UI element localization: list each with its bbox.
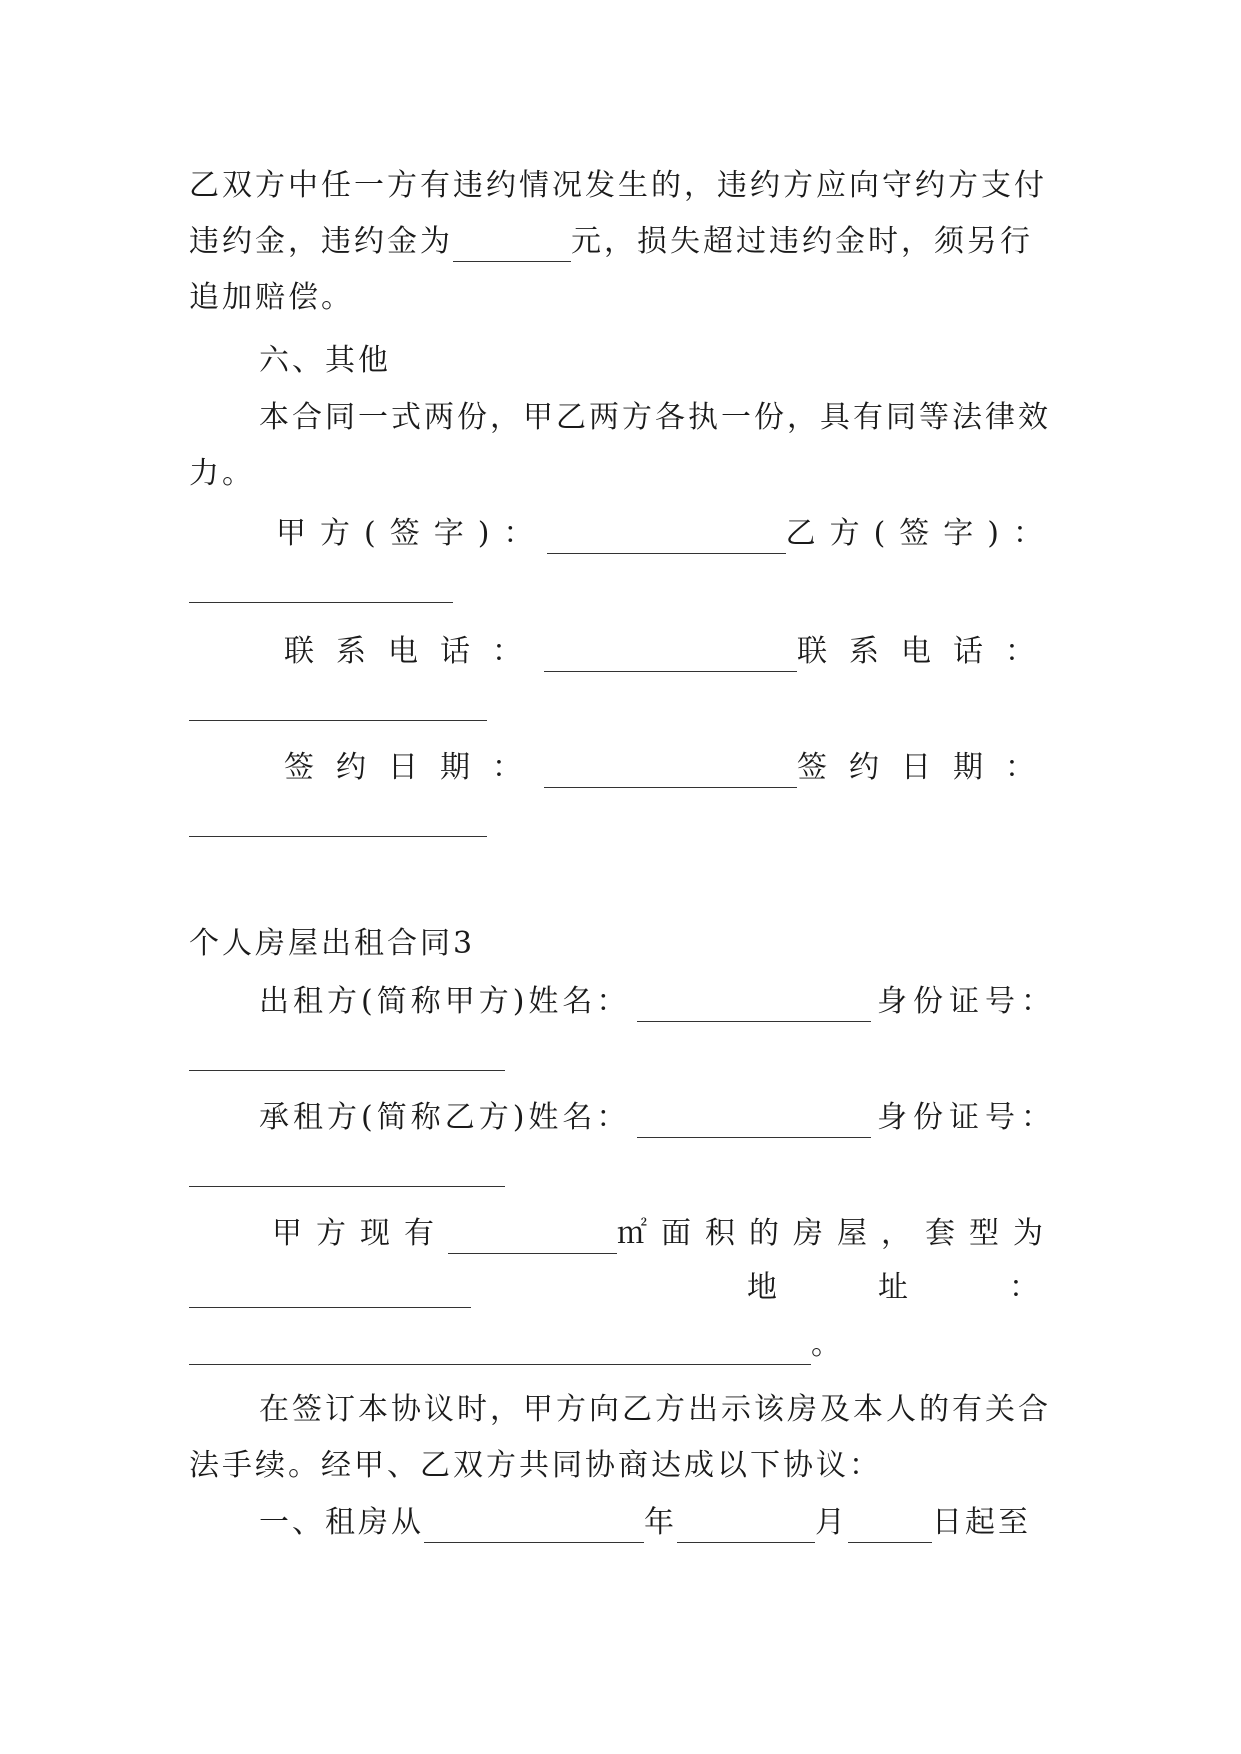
- breach-line-2: [189, 222, 1057, 262]
- rent-text-d: 日起至: [932, 1505, 1031, 1540]
- date-row: [284, 748, 1057, 788]
- rent-start-month-blank[interactable]: [677, 1512, 815, 1543]
- party-b-phone-blank[interactable]: [189, 720, 487, 721]
- signing-line-2: 法手续。经甲、乙双方共同协商达成以下协议：: [189, 1448, 882, 1483]
- lessor-id-label: 身份证号：: [876, 984, 1057, 1019]
- rent-period-row: [259, 1503, 1057, 1543]
- penalty-amount-blank[interactable]: [453, 231, 571, 262]
- party-b-date-label: 签约日期：: [797, 750, 1057, 785]
- rent-text-a: 一、租房从: [259, 1505, 424, 1540]
- breach-line-3: 追加赔偿。: [189, 280, 354, 315]
- lessee-name-label: 承租方(简称乙方)姓名：: [259, 1100, 631, 1135]
- section-heading-other: 六、其他: [259, 343, 391, 378]
- signature-row: [276, 514, 1057, 554]
- breach-text-a: 违约金，违约金为: [189, 224, 453, 259]
- address-colon: ：: [1009, 1270, 1039, 1305]
- party-a-date-label: 签约日期：: [284, 750, 544, 785]
- rent-month-char: 月: [815, 1505, 848, 1540]
- address-char-1: 地: [747, 1270, 777, 1305]
- house-text-b: ㎡面积的房屋，套型为: [617, 1216, 1057, 1251]
- party-a-phone-label: 联系电话：: [284, 634, 544, 669]
- lessor-id-blank[interactable]: [189, 1070, 505, 1071]
- copies-line-2: 力。: [189, 456, 255, 491]
- breach-line-1: 乙双方中任一方有违约情况发生的，违约方应向守约方支付: [189, 168, 1047, 203]
- party-b-phone-label: 联系电话：: [797, 634, 1057, 669]
- lessee-name-blank[interactable]: [637, 1107, 871, 1138]
- house-text-a: 甲方现有: [272, 1216, 448, 1251]
- contract-title: 个人房屋出租合同3: [189, 926, 476, 961]
- party-b-signature-blank[interactable]: [189, 602, 453, 603]
- lessor-name-blank[interactable]: [637, 991, 871, 1022]
- lessor-row: [259, 982, 1057, 1022]
- signing-line-1: 在签订本协议时，甲方向乙方出示该房及本人的有关合: [259, 1392, 1051, 1427]
- address-period: 。: [811, 1327, 844, 1362]
- party-a-signature-blank[interactable]: [547, 523, 785, 554]
- address-row: [189, 1268, 1039, 1308]
- party-b-signature-label: 乙方(签字)：: [785, 516, 1057, 551]
- breach-text-b: 元，损失超过违约金时，须另行: [571, 224, 1033, 259]
- rent-start-year-blank[interactable]: [424, 1512, 644, 1543]
- address-blank[interactable]: [189, 1334, 811, 1365]
- lessor-name-label: 出租方(简称甲方)姓名：: [259, 984, 631, 1019]
- lessee-id-label: 身份证号：: [876, 1100, 1057, 1135]
- house-type-blank[interactable]: [189, 1277, 471, 1308]
- party-a-date-blank[interactable]: [544, 757, 797, 788]
- party-a-signature-label: 甲方(签字)：: [276, 516, 548, 551]
- address-blank-row: [189, 1325, 1057, 1365]
- party-a-phone-blank[interactable]: [544, 641, 797, 672]
- rent-year-char: 年: [644, 1505, 677, 1540]
- rent-start-day-blank[interactable]: [848, 1512, 932, 1543]
- lessee-id-blank[interactable]: [189, 1186, 505, 1187]
- phone-row: [284, 632, 1057, 672]
- house-row: [272, 1214, 1057, 1254]
- address-char-2: 址: [878, 1270, 908, 1305]
- party-b-date-blank[interactable]: [189, 836, 487, 837]
- copies-line-1: 本合同一式两份，甲乙两方各执一份，具有同等法律效: [259, 400, 1051, 435]
- lessee-row: [259, 1098, 1057, 1138]
- house-area-blank[interactable]: [448, 1223, 617, 1254]
